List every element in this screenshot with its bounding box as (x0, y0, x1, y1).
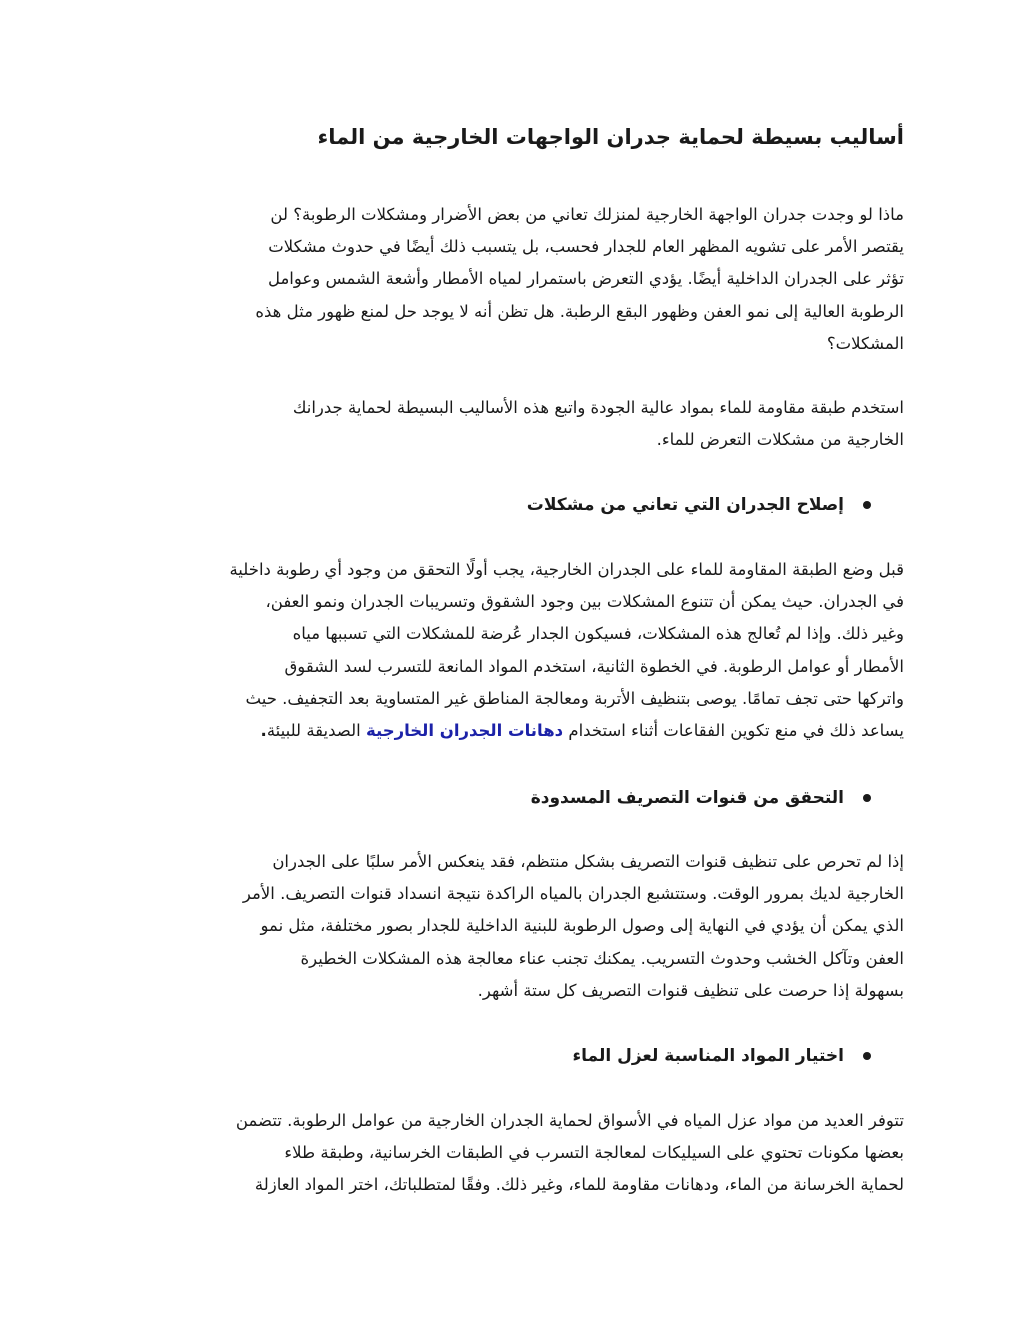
document-page (120, 0, 904, 1325)
paragraph-line: ماذا لو وجدت جدران الواجهة الخارجية لمنزلك تعاني من بعض الأضرار ومشكلات الرطوبة؟ لن (270, 205, 904, 224)
page-title: أساليب بسيطة لحماية جدران الواجهات الخارجية من الماء (317, 125, 904, 149)
intro-paragraph (120, 199, 904, 360)
paragraph-line: تتوفر العديد من مواد عزل المياه في الأسواق لحماية الجدران الخارجية من عوامل الرطوبة. تتضمن (235, 1111, 904, 1130)
materials-paragraph (120, 1105, 904, 1202)
paragraph-line: تؤثر على الجدران الداخلية أيضًا. يؤدي التعرض باستمرار لمياه الأمطار وأشعة الشمس وعوامل (267, 269, 904, 289)
paragraph-line: إذا لم تحرص على تنظيف قنوات التصريف بشكل منتظم، فقد ينعكس الأمر سلبًا على الجدران (272, 852, 904, 871)
paragraph-line: استخدم طبقة مقاومة للماء بمواد عالية الجودة واتبع هذه الأساليب البسيطة لحماية جدرانك (292, 398, 904, 417)
section-heading-text: إصلاح الجدران التي تعاني من مشكلات (526, 495, 844, 515)
paragraph-line: الأمطار أو عوامل الرطوبة. في الخطوة الثانية، استخدم المواد المانعة للتسرب لسد الشقوق (284, 656, 904, 676)
section-heading-text: التحقق من قنوات التصريف المسدودة (530, 788, 844, 808)
paragraph-line: بسهولة إذا حرصت على تنظيف قنوات التصريف كل ستة أشهر. (477, 980, 904, 1000)
paragraph-line: لحماية الخرسانة من الماء، ودهانات مقاومة للماء، وغير ذلك. وفقًا لمتطلباتك، اختر المواد العازلة (254, 1175, 904, 1195)
line-text-before-link: يساعد ذلك في منع تكوين الفقاعات أثناء استخدام (568, 720, 904, 740)
paragraph-line: واتركها حتى تجف تمامًا. يوصى بتنظيف الأتربة ومعالجة المناطق غير المتساوية بعد التجفيف. حيث (245, 688, 904, 708)
line-text-after-link: الصديقة للبيئة (266, 720, 361, 740)
bullet-icon (863, 501, 871, 509)
bullet-icon (863, 1052, 871, 1060)
section-heading-drainage (531, 783, 844, 813)
intro-paragraph-2 (120, 392, 904, 456)
line-end-dot: . (260, 720, 267, 740)
paragraph-line: العفن وتآكل الخشب وحدوث التسريب. يمكنك تجنب عناء معالجة هذه المشكلات الخطيرة (300, 948, 904, 968)
section-heading-materials (572, 1041, 844, 1071)
paragraph-line: وغير ذلك. وإذا لم تُعالج هذه المشكلات، فسيكون الجدار عُرضة للمشكلات التي تسببها مياه (292, 624, 904, 644)
bullet-icon (863, 794, 871, 802)
paragraph-line: الذي يمكن أن يؤدي في النهاية إلى وصول الرطوبة للبنية الداخلية للجدار بصور مختلفة، مثل نمو (260, 916, 904, 936)
drainage-paragraph (120, 846, 904, 1007)
paragraph-line: قبل وضع الطبقة المقاومة للماء على الجدران الخارجية، يجب أولًا التحقق من وجود أي رطوبة داخلية (229, 560, 904, 579)
exterior-wall-paints-link[interactable]: دهانات الجدران الخارجية (365, 720, 564, 740)
paragraph-line: المشكلات؟ (826, 333, 904, 353)
repair-paragraph (120, 554, 904, 747)
paragraph-line: بعضها مكونات تحتوي على السيليكات لمعالجة التسرب في الطبقات الخرسانية، وطبقة طلاء (284, 1143, 904, 1163)
section-heading-text: اختيار المواد المناسبة لعزل الماء (572, 1046, 844, 1066)
paragraph-line: الرطوبة العالية إلى نمو العفن وظهور البقع الرطبة. هل تظن أنه لا يوجد حل لمنع ظهور مثل هذه (255, 301, 904, 321)
paragraph-line: الخارجية من مشكلات التعرض للماء. (656, 430, 904, 450)
paragraph-line: الخارجية لديك بمرور الوقت. وستتشبع الجدران بالمياه الراكدة نتيجة انسداد قنوات التصريف. الأمر (242, 884, 904, 904)
paragraph-line: يقتصر الأمر على تشويه المظهر العام للجدار فحسب، بل يتسبب ذلك أيضًا في حدوث مشكلات (268, 237, 904, 257)
paragraph-line-with-link (120, 715, 904, 747)
section-heading-repair (527, 490, 844, 520)
paragraph-line: في الجدران. حيث يمكن أن تتنوع المشكلات بين وجود الشقوق وتسريبات الجدران ونمو العفن، (265, 592, 904, 612)
